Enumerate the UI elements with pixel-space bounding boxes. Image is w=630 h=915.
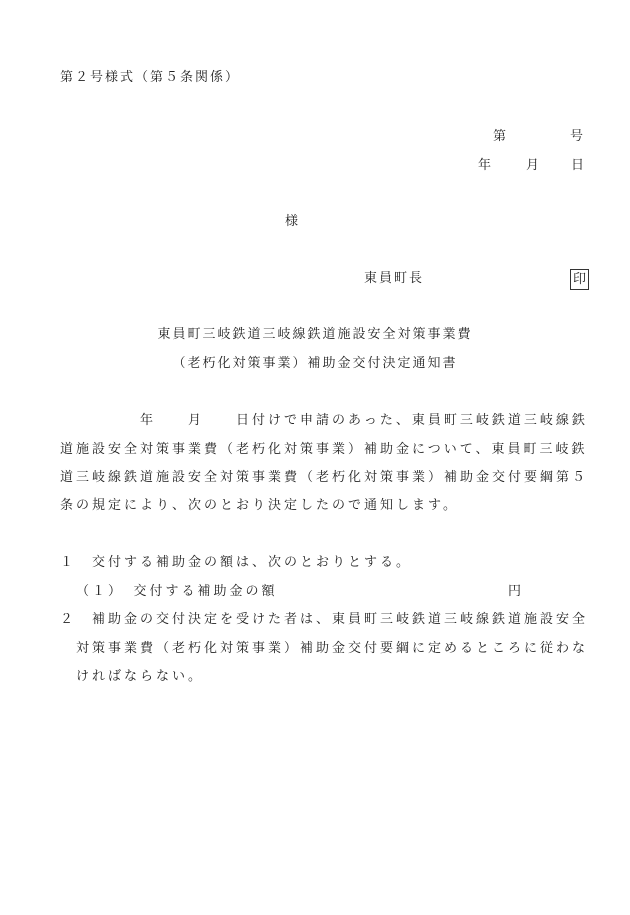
item-1-amount-unit: 円: [508, 584, 525, 599]
date-day: 日: [571, 158, 588, 173]
body-line: 年 月 日付けで申請のあった、東員町三岐鉄道三岐線鉄: [60, 413, 588, 428]
item-2-line: ２ 補助金の交付決定を受けた者は、東員町三岐鉄道三岐線鉄道施設安全: [60, 612, 589, 627]
body-line: 条の規定により、次のとおり決定したので通知します。: [60, 498, 459, 513]
date-year: 年: [478, 158, 495, 173]
date-month: 月: [526, 158, 543, 173]
item-1-sub-amount-label: （１） 交付する補助金の額: [76, 584, 278, 599]
document-title-line2: （老朽化対策事業）補助金交付決定通知書: [172, 356, 458, 371]
addressee-honorific: 様: [285, 214, 302, 229]
body-line: 道施設安全対策事業費（老朽化対策事業）補助金について、東員町三岐鉄: [60, 442, 588, 457]
item-1-text: １ 交付する補助金の額は、次のとおりとする。: [60, 555, 413, 570]
body-line: 道三岐線鉄道施設安全対策事業費（老朽化対策事業）補助金交付要綱第５: [60, 470, 589, 485]
doc-number-prefix: 第: [493, 129, 510, 144]
doc-number-suffix: 号: [570, 129, 587, 144]
issuer-name: 東員町長: [364, 271, 425, 286]
item-2-line: 対策事業費（老朽化対策事業）補助金交付要綱に定めるところに従わな: [76, 641, 589, 656]
item-2-line: ければならない。: [76, 669, 205, 684]
form-number: 第２号様式（第５条関係）: [60, 70, 241, 85]
document-title-line1: 東員町三岐鉄道三岐線鉄道施設安全対策事業費: [157, 327, 473, 342]
seal-mark: 印: [570, 269, 589, 290]
